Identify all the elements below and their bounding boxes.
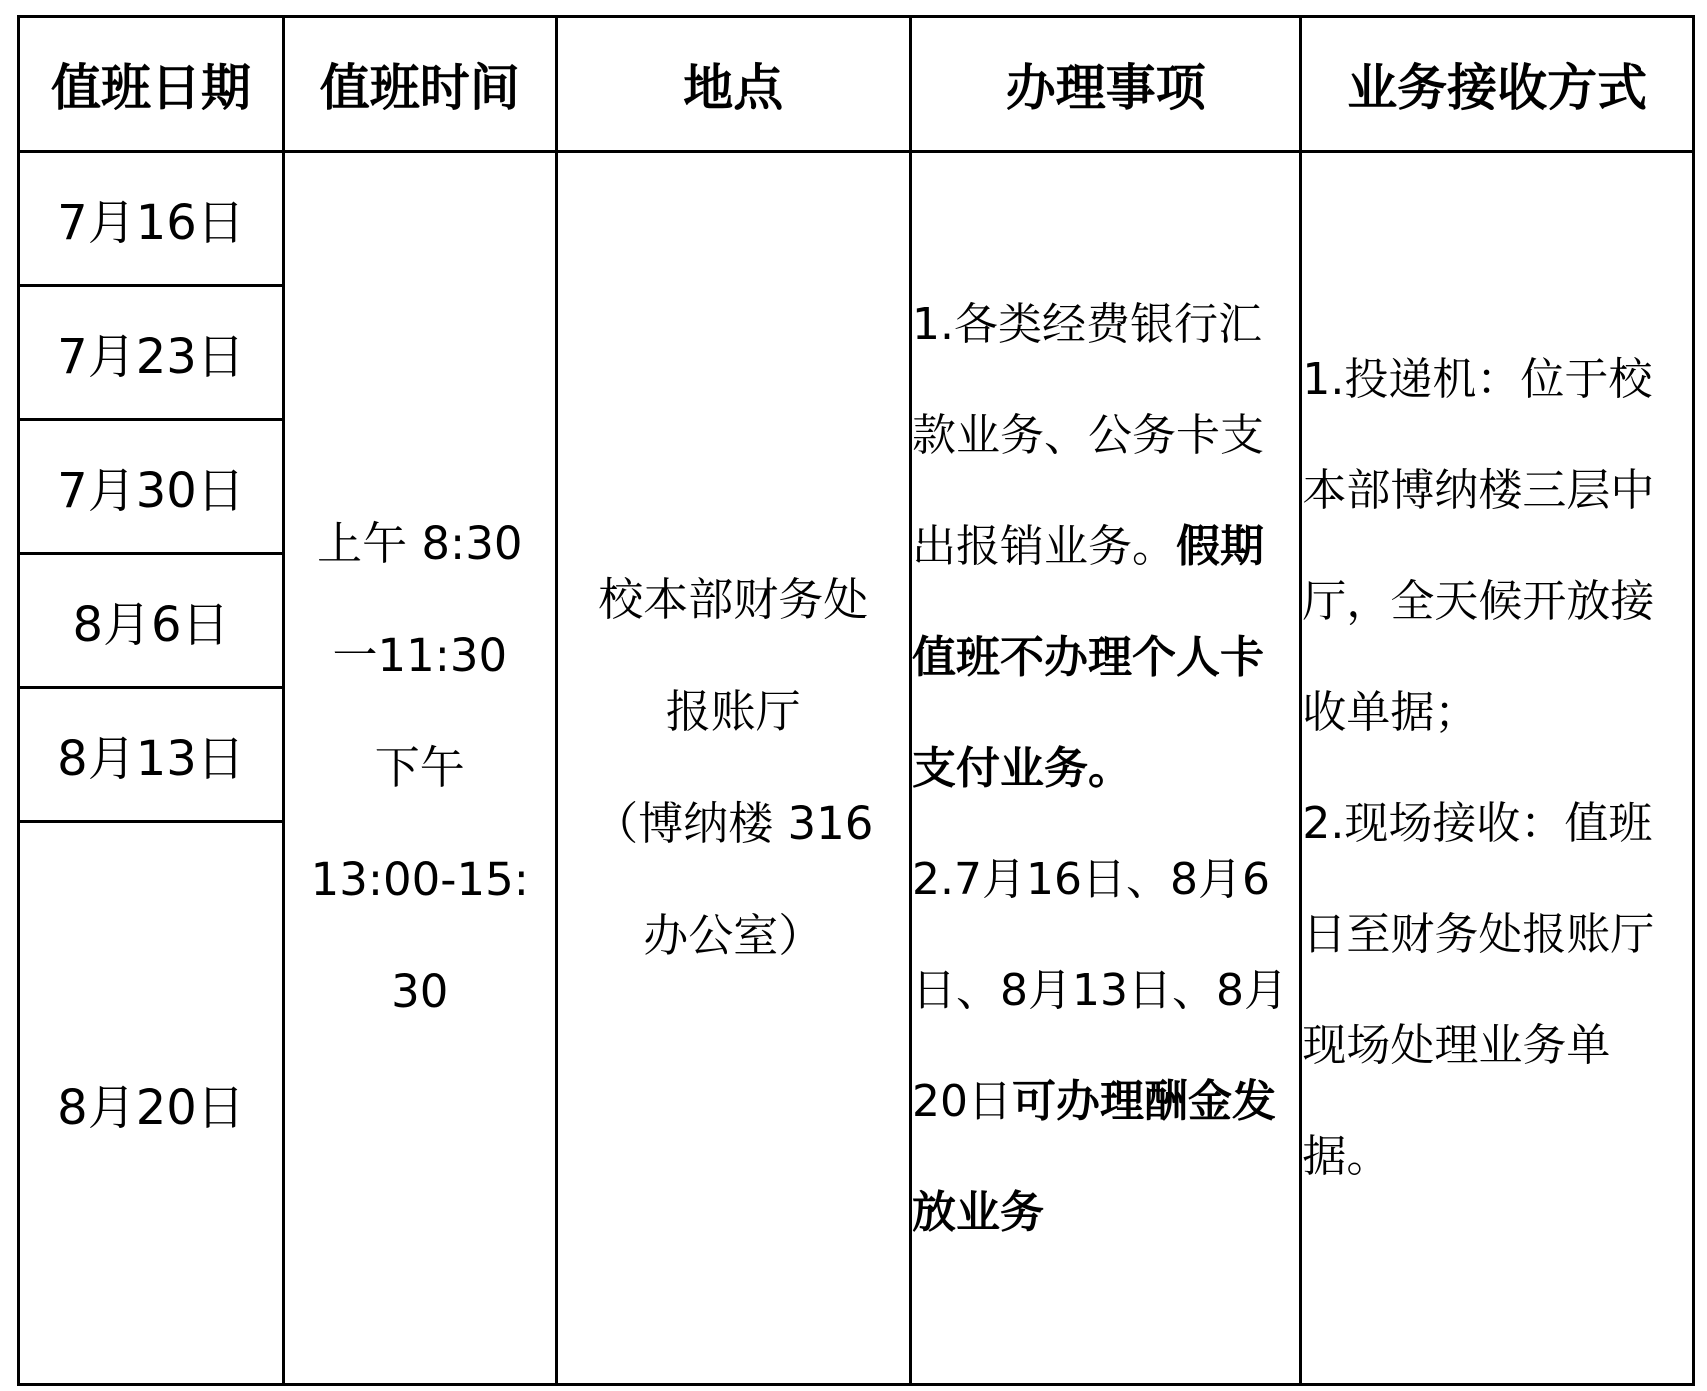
header-row [19,17,1694,152]
date-cell: 8月6日 [19,554,284,688]
location-line: （博纳楼 316 [593,797,874,850]
header-matters: 办理事项 [911,17,1301,152]
matters-item-1: 1.各类经费银行汇款业务、公务卡支出报销业务。 [912,298,1264,572]
afternoon-time-2: 30 [391,965,449,1018]
receive-method-cell [1301,152,1694,1385]
afternoon-time-1: 13:00-15: [310,853,529,906]
header-duty-date: 值班日期 [19,17,284,152]
date-cell: 7月30日 [19,420,284,554]
receive-item-1: 1.投递机：位于校本部博纳楼三层中厅，全天候开放接收单据； [1302,354,1655,738]
duty-time-cell [283,152,556,1385]
morning-end-time: 一11:30 [332,629,508,682]
location-cell [556,152,910,1385]
date-cell: 7月16日 [19,152,284,286]
location-line: 校本部财务处 [598,573,869,626]
header-duty-time: 值班时间 [283,17,556,152]
morning-time: 上午 8:30 [317,517,523,570]
matters-item-1-note: 假期值班不办理个人卡支付业务。 [912,520,1264,794]
receive-item-2: 2.现场接收：值班日至财务处报账厅现场处理业务单据。 [1302,798,1655,1182]
location-line: 报账厅 [665,685,801,738]
matters-cell [911,152,1301,1385]
duty-schedule-table [17,15,1695,1386]
date-cell: 7月23日 [19,286,284,420]
header-location: 地点 [556,17,910,152]
location-line: 办公室） [643,909,824,962]
date-cell: 8月13日 [19,688,284,822]
matters-item-2: 2.7月16日、8月6日、8月13日、8月20日 [912,853,1288,1127]
table-row [19,152,1694,286]
matters-item-2-note: 可办理酬金发放业务 [912,1075,1276,1238]
date-cell: 8月20日 [19,822,284,1385]
header-receive-method: 业务接收方式 [1301,17,1694,152]
afternoon-label: 下午 [374,741,465,794]
